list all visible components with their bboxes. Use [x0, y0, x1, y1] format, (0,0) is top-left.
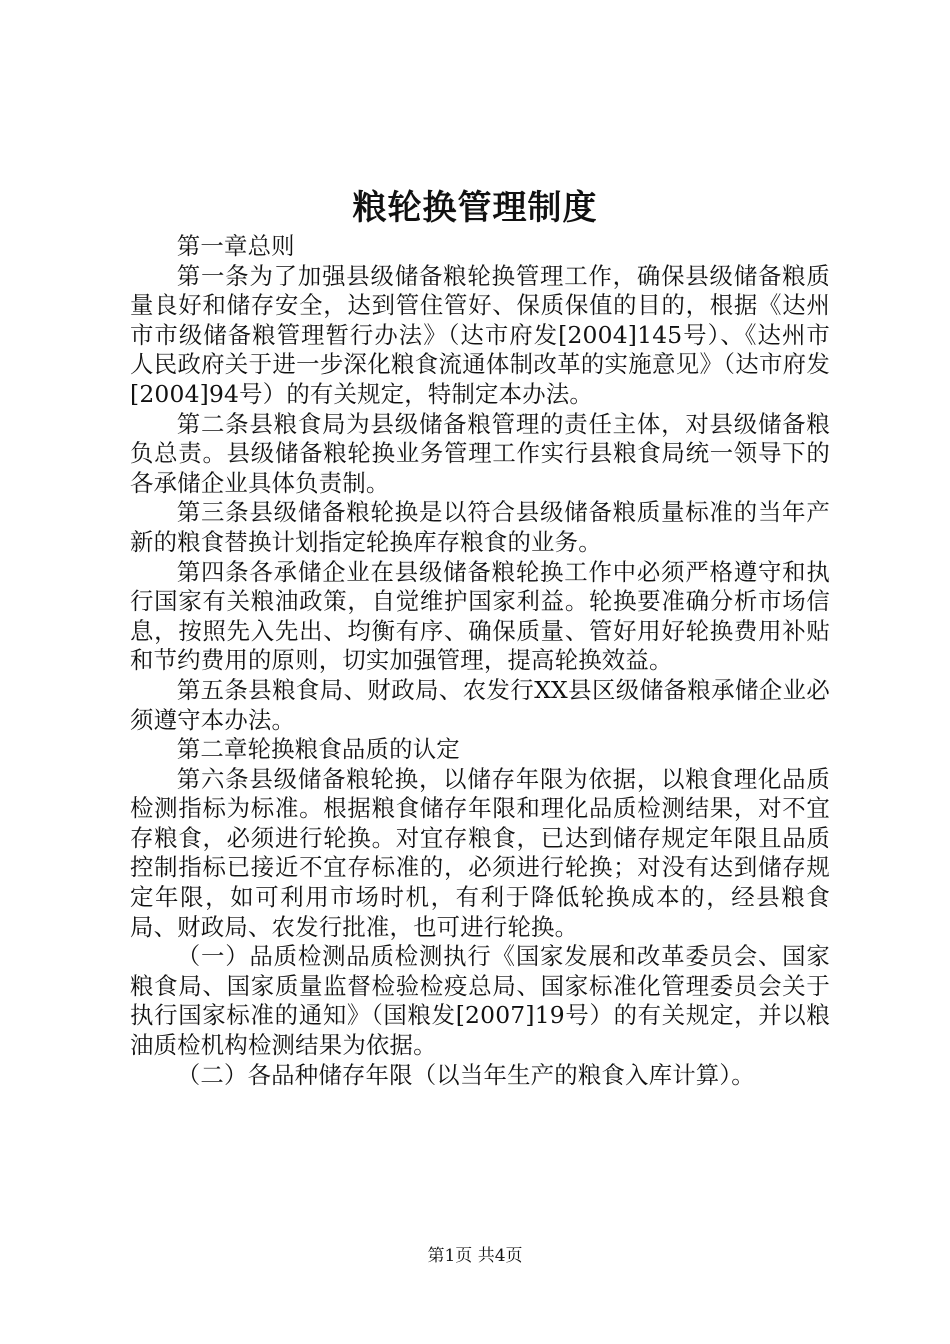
chapter-2-heading: 第二章轮换粮食品质的认定: [176, 735, 460, 764]
article-6-paragraph: 第六条县级储备粮轮换，以储存年限为依据，以粮食理化品质检测指标为标准。根据粮食储存年限和理化品质检测结果，对不宜存粮食，必须进行轮换。对宜存粮食，已达到储存规定年限且品质控制指标已接近不宜存标准的，必须进行轮换；对没有达到储存规定年限，如可利用市场时机，有利于降低轮换成本的，经县粮食局、财政局、农发行批准，也可进行轮换。: [130, 764, 830, 941]
document-title: 粮轮换管理制度: [352, 188, 598, 228]
article-3-paragraph: 第三条县级储备粮轮换是以符合县级储备粮质量标准的当年产新的粮食替换计划指定轮换库存粮食的业务。: [130, 498, 830, 556]
chapter-1-heading: 第一章总则: [176, 232, 295, 260]
document-body: [130, 232, 830, 1090]
article-1-paragraph: 第一条为了加强县级储备粮轮换管理工作，确保县级储备粮质量良好和储存安全，达到管住管好、保质保值的目的，根据《达州市市级储备粮管理暂行办法》（达市府发[2004]145号）、《达州市人民政府关于进一步深化粮食流通体制改革的实施意见》（达市府发[2004]94号）的有关规定，特制定本办法。: [130, 261, 830, 408]
article-2-paragraph: 第二条县粮食局为县级储备粮管理的责任主体，对县级储备粮负总责。县级储备粮轮换业务管理工作实行县粮食局统一领导下的各承储企业具体负责制。: [130, 409, 830, 497]
article-4-paragraph: 第四条各承储企业在县级储备粮轮换工作中必须严格遵守和执行国家有关粮油政策，自觉维护国家利益。轮换要准确分析市场信息，按照先入先出、均衡有序、确保质量、管好用好轮换费用补贴和节约费用的原则，切实加强管理，提高轮换效益。: [130, 557, 830, 675]
clause-2-paragraph: （二）各品种储存年限（以当年生产的粮食入库计算）。: [176, 1060, 755, 1089]
article-5-paragraph: 第五条县粮食局、财政局、农发行XX县区级储备粮承储企业必须遵守本办法。: [130, 675, 830, 734]
page-footer: 第1页 共4页: [427, 1246, 523, 1266]
clause-1-paragraph: （一）品质检测品质检测执行《国家发展和改革委员会、国家粮食局、国家质量监督检验检疫总局、国家标准化管理委员会关于执行国家标准的通知》（国粮发[2007]19号）的有关规定，并以粮油质检机构检测结果为依据。: [130, 942, 830, 1060]
